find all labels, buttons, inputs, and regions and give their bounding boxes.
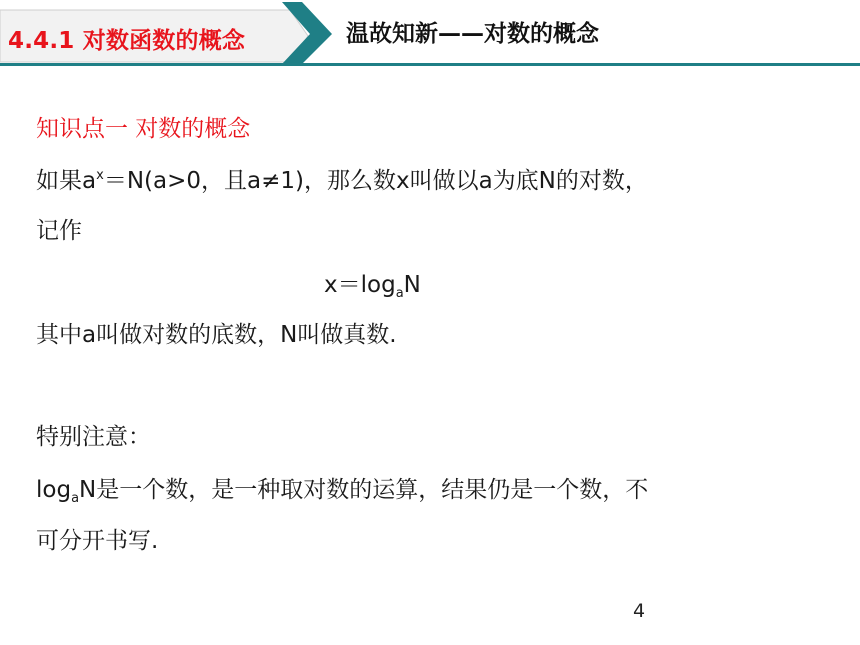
- note-log: log: [36, 477, 72, 503]
- page-number: 4: [633, 600, 646, 622]
- note-base-subscript: a: [71, 491, 80, 506]
- explanation-line: 其中a叫做对数的底数，N叫做真数.: [36, 322, 397, 348]
- knowledge-point-heading: 知识点一 对数的概念: [36, 116, 251, 142]
- formula-base-subscript: a: [395, 286, 404, 301]
- slide-header: [0, 0, 860, 68]
- formula-suffix: N: [403, 272, 421, 298]
- log-formula: [324, 266, 421, 301]
- definition-line-2: 记作: [36, 218, 82, 244]
- slide-title: 温故知新——对数的概念: [346, 21, 599, 47]
- note-line-1: [36, 471, 648, 506]
- note-heading: 特别注意：: [36, 424, 151, 450]
- definition-text-a: 如果a: [36, 168, 97, 194]
- exponent-x: x: [96, 168, 104, 183]
- section-label: 4.4.1 对数函数的概念: [8, 28, 246, 54]
- definition-line-1: [36, 162, 648, 195]
- formula-prefix: x＝log: [324, 272, 396, 298]
- note-text: N是一个数，是一种取对数的运算，结果仍是一个数，不: [79, 477, 649, 503]
- note-line-2: 可分开书写.: [36, 528, 159, 554]
- definition-text-b: ＝N(a>0，且a≠1)，那么数x叫做以a为底N的对数，: [103, 168, 648, 194]
